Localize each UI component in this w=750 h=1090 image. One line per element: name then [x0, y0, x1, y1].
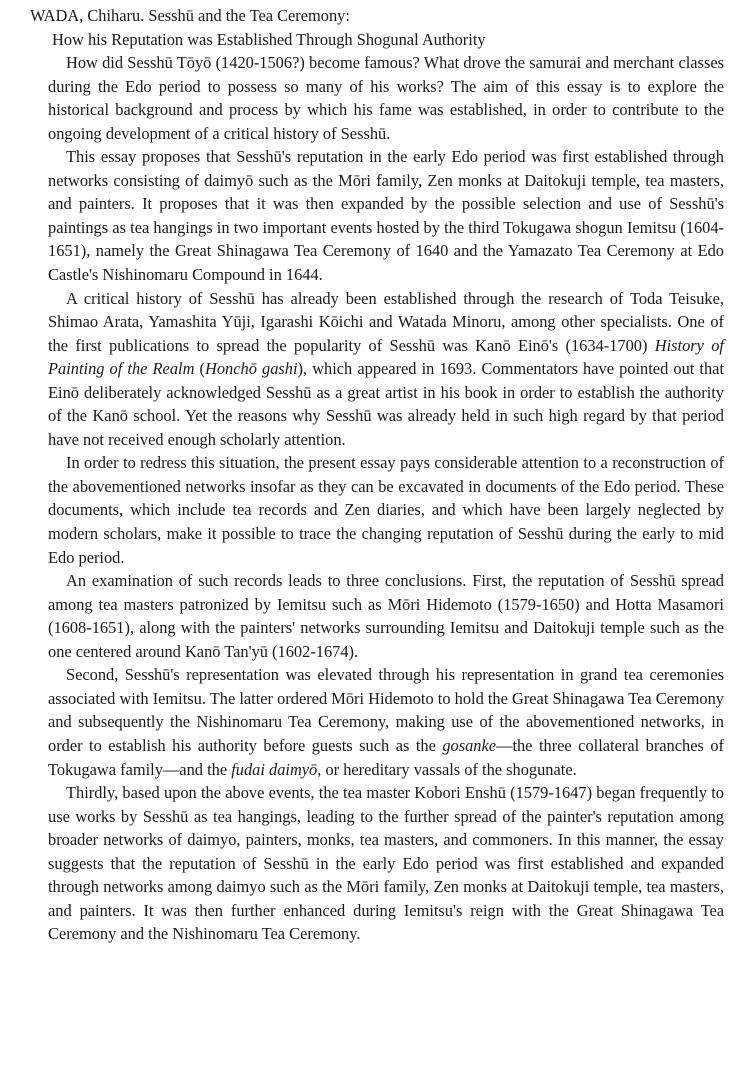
paragraph-4: In order to redress this situation, the present essay pays considerable attention to a reconstruction of the abovementioned networks insofar as they can be excavated in documents of the Edo period. These documents, which include tea records and Zen diaries, and which have been largely neglected by modern scholars, make it possible to trace the changing reputation of Sesshū during the early to mid Edo period.: [48, 453, 724, 567]
paragraph-6-text-a: Second, Sesshū's representation was elevated through his representation in grand tea ceremonies associated with Iemitsu. The latter ordered Mōri Hidemoto to hold the Great Shinagawa Tea Ceremony and subsequently the Nishinomaru Tea Ceremony, making use of the abovementioned networks, in order to establish his authority before guests such as the: [48, 665, 724, 755]
paragraph-3-text-b: (: [194, 359, 205, 379]
abstract-body: [30, 51, 724, 946]
article-subtitle: How his Reputation was Established Through Shogunal Authority: [52, 29, 486, 49]
paragraph-3: [48, 287, 724, 452]
book-title-japanese: Honchō gashi: [205, 359, 298, 379]
paragraph-5: An examination of such records leads to three conclusions. First, the reputation of Sesshū spread among tea masters patronized by Iemitsu such as Mōri Hidemoto (1579-1650) and Hotta Masamori (1608-1651), along with the painters' networks surrounding Iemitsu and Daitokuji temple such as the one centered around Kanō Tan'yū (1602-1674).: [48, 571, 724, 661]
paragraph-3-text-a: A critical history of Sesshū has already been established through the research of Toda Teisuke, Shimao Arata, Yamashita Yūji, Igarashi Kōichi and Watada Minoru, among other specialists. One of the first publications to spread the popularity of Sesshū was Kanō Einō's (1634-1700): [48, 288, 724, 355]
paragraph-6: [48, 663, 724, 781]
paragraph-3-text-c: ), which appeared in 1693. Commentators have pointed out that Einō deliberately acknowledged Sesshū as a great artist in his book in order to establish the authority of the Kanō school. Yet the reasons why Sesshū was already held in such high regard by that period have not received enough scholarly attention.: [48, 359, 725, 449]
paragraph-6-text-c: , or hereditary vassals of the shogunate.: [317, 759, 577, 779]
term-fudai-daimyo: fudai daimyō: [231, 759, 318, 779]
book-title-english: History of Painting of the Realm: [48, 335, 724, 379]
paragraph-1: How did Sesshū Tōyō (1420-1506?) become famous? What drove the samurai and merchant classes during the Edo period to possess so many of his works? The aim of this essay is to explore the historical background and process by which his fame was established, in order to contribute to the ongoing development of a critical history of Sesshū.: [48, 53, 724, 143]
term-gosanke: gosanke: [442, 735, 497, 755]
paragraph-2: This essay proposes that Sesshū's reputation in the early Edo period was first established through networks consisting of daimyō such as the Mōri family, Zen monks at Daitokuji temple, tea masters, and painters. It proposes that it was then expanded by the possible selection and use of Sesshū's paintings as tea hangings in two important events hosted by the third Tokugawa shogun Iemitsu (1604-1651), namely the Great Shinagawa Tea Ceremony of 1640 and the Yamazato Tea Ceremony at Edo Castle's Nishinomaru Compound in 1644.: [48, 147, 724, 285]
paragraph-7: Thirdly, based upon the above events, the tea master Kobori Enshū (1579-1647) began frequently to use works by Sesshū as tea hangings, leading to the further spread of the painter's reputation among broader networks of daimyo, painters, monks, tea masters, and commoners. In this manner, the essay suggests that the reputation of Sesshū in the early Edo period was first established and expanded through networks among daimyo such as the Mōri family, Zen monks at Daitokuji temple, tea masters, and painters. It was then further enhanced during Iemitsu's reign with the Great Shinagawa Tea Ceremony and the Nishinomaru Tea Ceremony.: [48, 783, 724, 944]
paragraph-6-text-b: —the three collateral branches of Tokugawa family—and the: [48, 735, 724, 779]
article-author-title: WADA, Chiharu. Sesshū and the Tea Ceremony:: [30, 6, 350, 25]
